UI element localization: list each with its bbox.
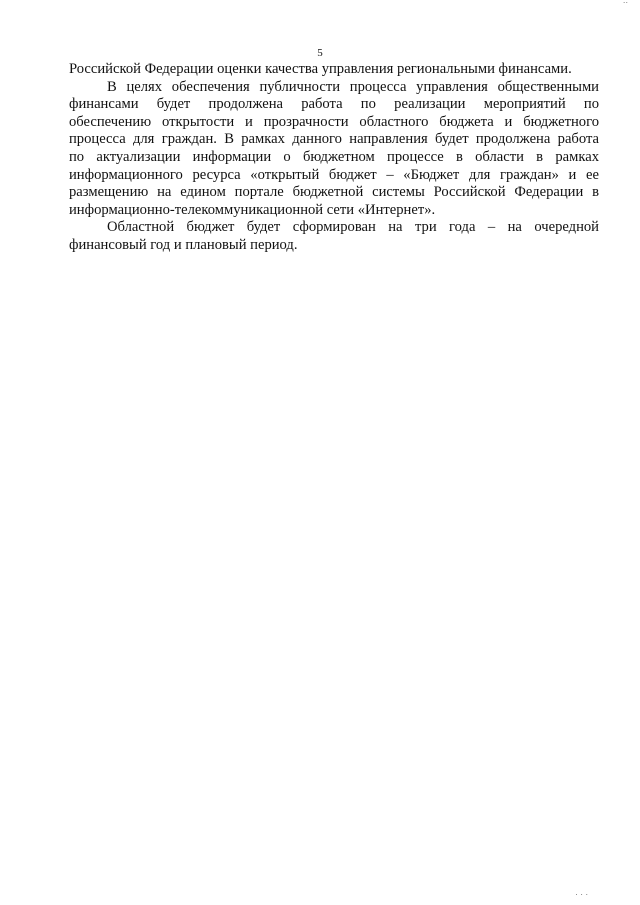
text-line: финансами будет продолжена работа по реализации мероприятий по [69, 96, 599, 113]
page-number: 5 [317, 47, 323, 59]
body-text [69, 61, 599, 255]
scan-artifact-bottom: . . . [575, 888, 588, 897]
text-line: информационно-телекоммуникационной сети «Интернет». [69, 201, 436, 218]
text-line: Областной бюджет будет сформирован на три года – на очередной [107, 219, 599, 236]
text-line: финансовый год и плановый период. [69, 236, 298, 253]
scan-artifact-top: .. [622, 0, 628, 5]
text-line: процесса для граждан. В рамках данного направления будет продолжена работа [69, 131, 599, 148]
paragraph-2 [69, 79, 599, 220]
text-line: размещению на едином портале бюджетной системы Российской Федерации в [69, 184, 599, 201]
text-line: информационного ресурса «открытый бюджет – «Бюджет для граждан» и ее [69, 166, 599, 183]
text-line: В целях обеспечения публичности процесса управления общественными [107, 78, 599, 95]
text-line: обеспечению открытости и прозрачности областного бюджета и бюджетного [69, 113, 599, 130]
paragraph-3 [69, 219, 599, 254]
text-line: Российской Федерации оценки качества управления региональными финансами. [69, 61, 572, 77]
paragraph-1 [69, 61, 599, 79]
text-line: по актуализации информации о бюджетном процессе в области в рамках [69, 148, 599, 165]
